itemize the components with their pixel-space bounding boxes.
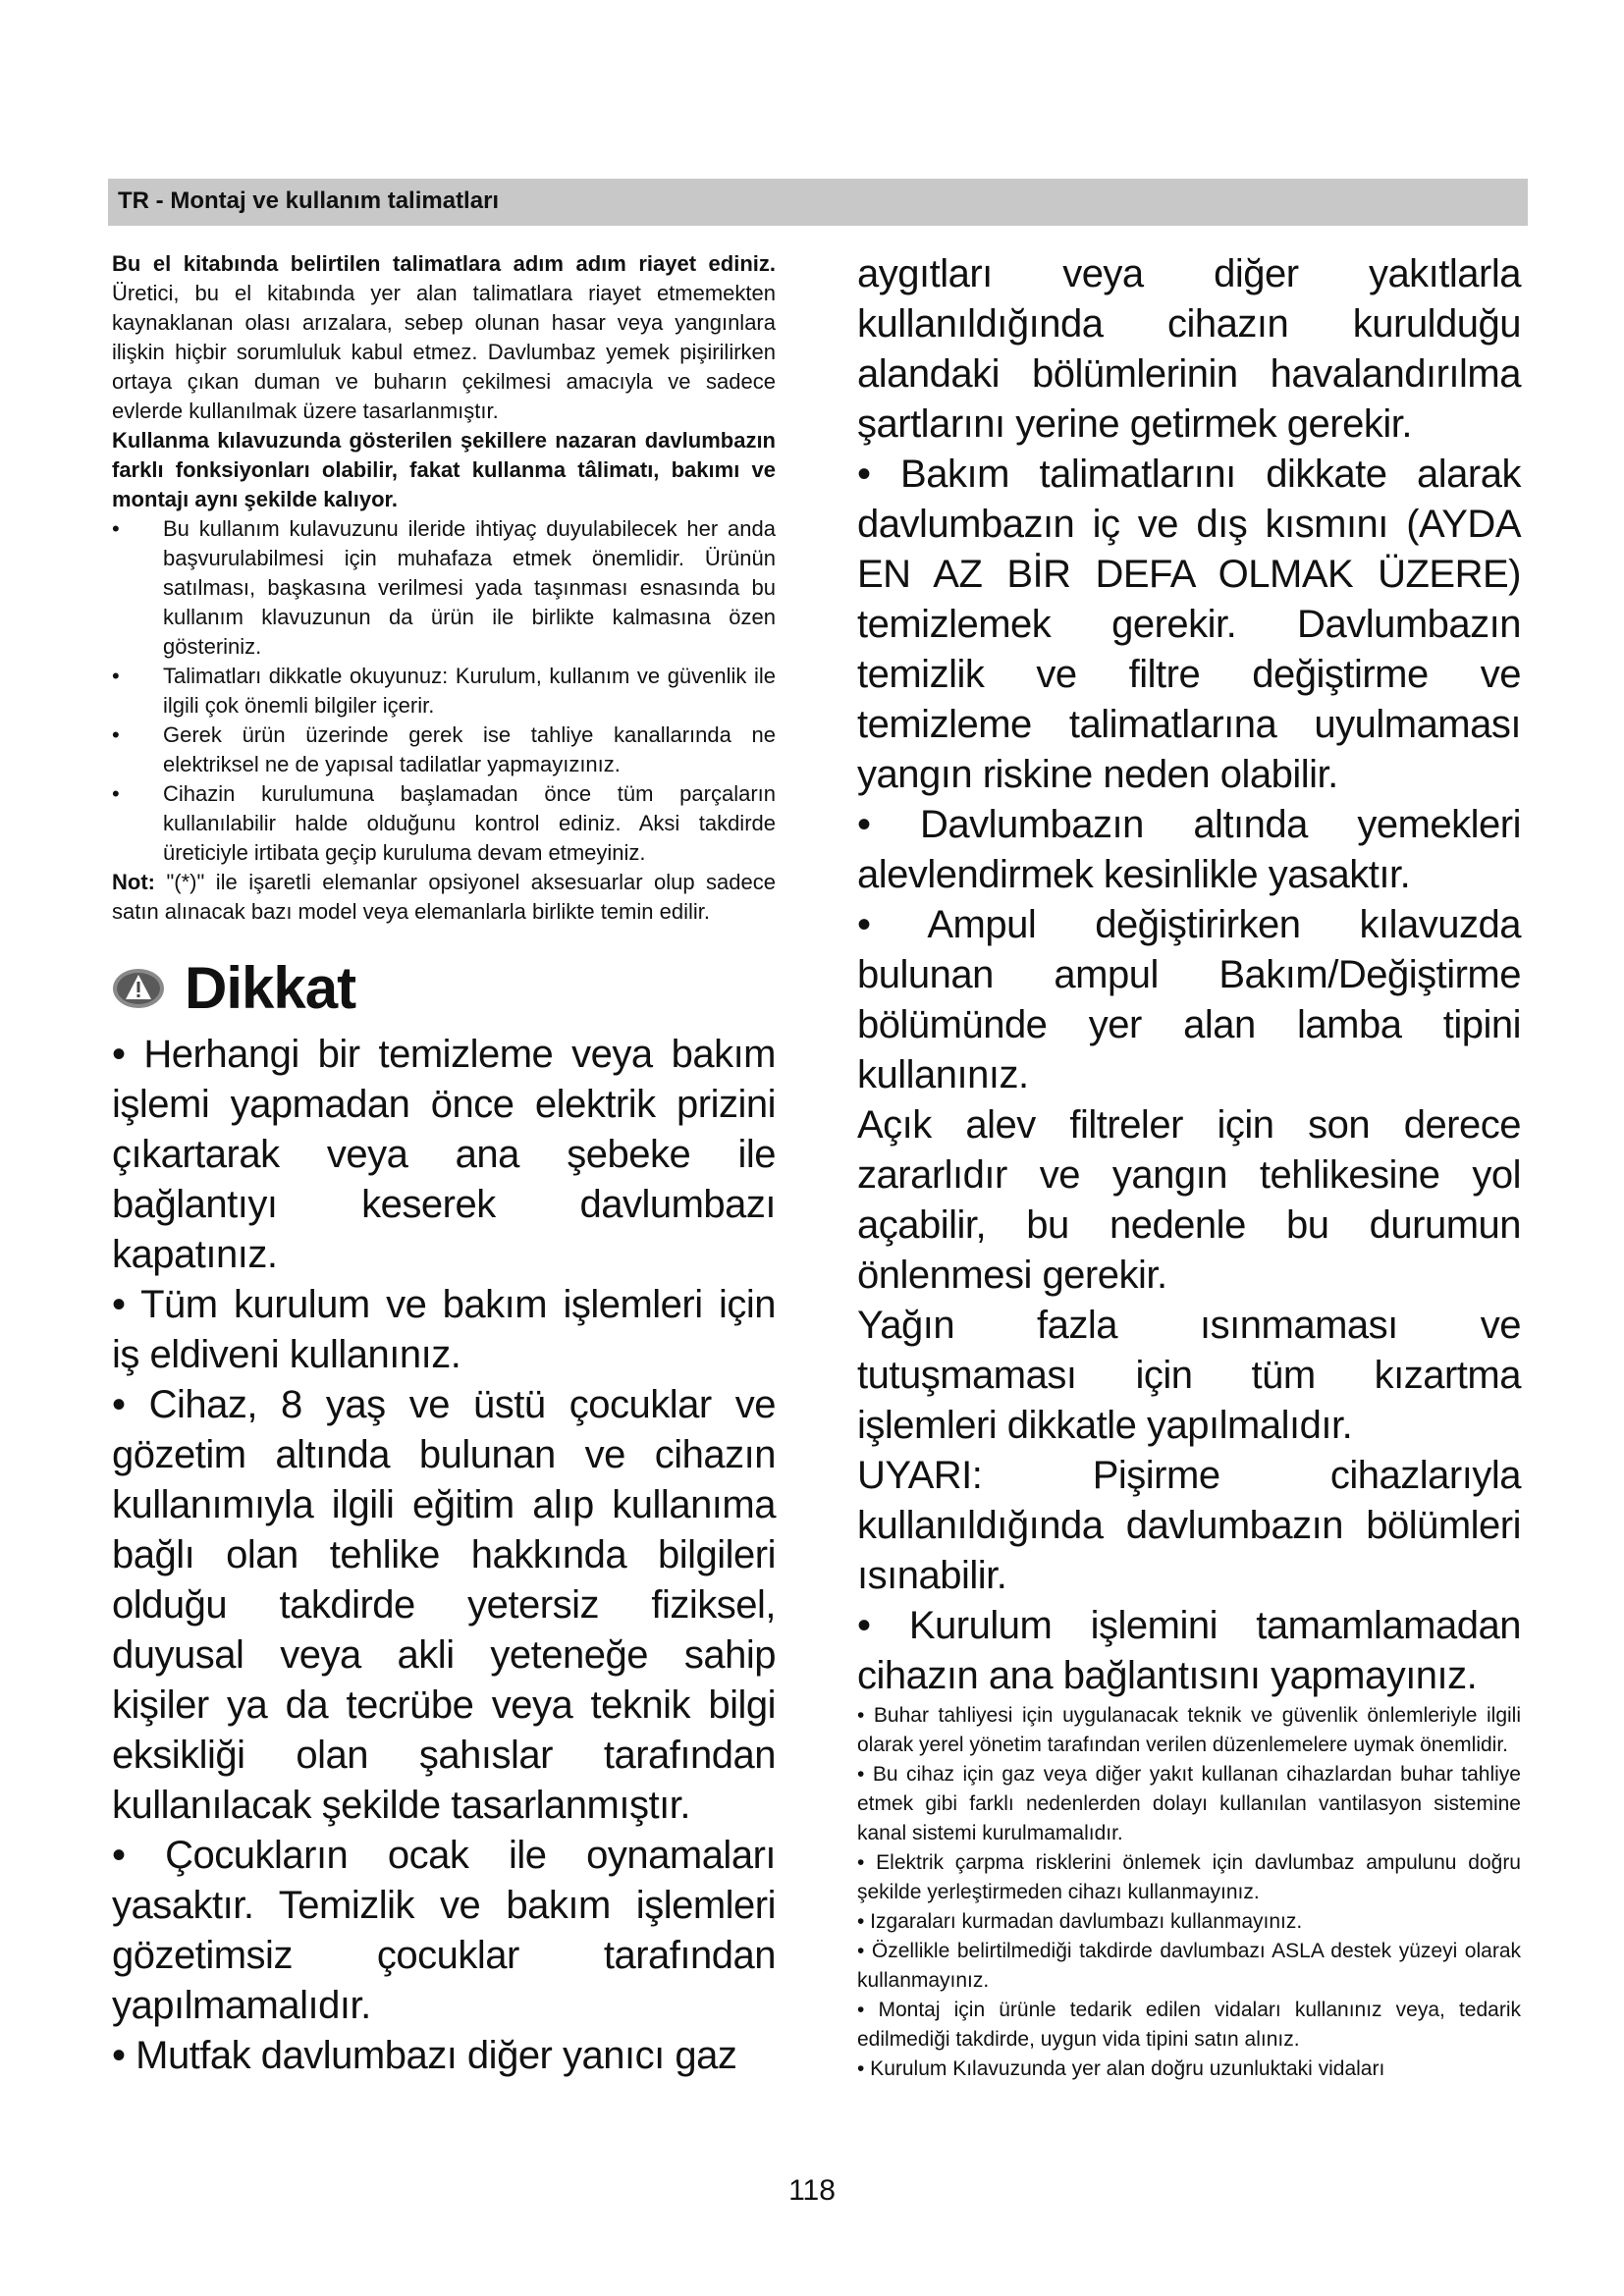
dikkat-paragraph: • Tüm kurulum ve bakım işlemleri için iş eldiveni kullanınız.	[112, 1283, 776, 1376]
small-paragraph: • Elektrik çarpma risklerini önlemek için davlumbaz ampulunu doğru şekilde yerleştirmeden cihazı kullanmayınız.	[857, 1851, 1521, 1903]
dikkat-paragraph: • Davlumbazın altında yemekleri alevlendirmek kesinlikle yasaktır.	[857, 803, 1521, 896]
dikkat-paragraph: • Herhangi bir temizleme veya bakım işlemi yapmadan önce elektrik prizini çıkartarak veya ana şebeke ile bağlantıyı keserek davlumbazı kapatınız.	[112, 1033, 776, 1276]
dikkat-paragraph: Yağın fazla ısınmaması ve tutuşmaması için tüm kızartma işlemleri dikkatle yapılmalıdır.	[857, 1304, 1521, 1447]
list-item: • Cihazin kurulumuna başlamadan önce tüm parçaların kullanılabilir halde olduğunu kontrol ediniz. Aksi takdirde üreticiyle irtibata geçip kuruluma devam etmeyiniz.	[112, 781, 776, 865]
dikkat-paragraph: UYARI: Pişirme cihazlarıyla kullanıldığında davlumbazın bölümleri ısınabilir.	[857, 1454, 1521, 1597]
warning-icon	[112, 968, 165, 1009]
small-paragraph: • Özellikle belirtilmediği takdirde davlumbazı ASLA destek yüzeyi olarak kullanmayınız.	[857, 1940, 1521, 1992]
note-paragraph	[112, 868, 776, 927]
intro-text: Üretici, bu el kitabında yer alan talimatlara riayet etmemekten kaynaklanan olası arızalara, sebep olunan hasar veya yangınlara ilişkin hiçbir sorumluluk kabul etmez. Davlumbaz yemek pişirilirken ortaya çıkan duman ve buharın çekilmesi amacıyla ve sadece evlerde kullanılmak üzere tasarlanmıştır.	[112, 281, 776, 423]
dikkat-paragraph: • Ampul değiştirirken kılavuzda bulunan ampul Bakım/Değiştirme bölümünde yer alan lamba tipini kullanınız.	[857, 903, 1521, 1096]
intro-bold-lead: Bu el kitabında belirtilen talimatlara adım adım riayet ediniz.	[112, 251, 776, 276]
list-item: • Bu kullanım kulavuzunu ileride ihtiyaç duyulabilecek her anda başvurulabilmesi için muhafaza etmek önemlidir. Ürünün satılması, başkasına verilmesi yada taşınması esnasında bu kullanım klavuzunun da ürün ile birlikte kalmasına özen gösteriniz.	[112, 516, 776, 659]
list-item: • Gerek ürün üzerinde gerek ise tahliye kanallarında ne elektriksel ne de yapısal tadilatlar yapmayızınız.	[112, 722, 776, 776]
small-paragraph: • Kurulum Kılavuzunda yer alan doğru uzunluktaki vidaları	[857, 2057, 1385, 2080]
list-item: • Talimatları dikkatle okuyunuz: Kurulum, kullanım ve güvenlik ile ilgili çok önemli bilgiler içerir.	[112, 664, 776, 718]
dikkat-paragraph: • Çocukların ocak ile oynamaları yasaktır. Temizlik ve bakım işlemleri gözetimsiz çocuklar tarafından yapılmamalıdır.	[112, 1834, 776, 2027]
intro-bold-paragraph: Kullanma kılavuzunda gösterilen şekillere nazaran davlumbazın farklı fonksiyonları olabilir, fakat kullanma tâlimatı, bakımı ve montajı aynı şekilde kalıyor.	[112, 428, 776, 511]
note-text: "(*)" ile işaretli elemanlar opsiyonel aksesuarlar olup sadece satın alınacak bazı model veya elemanlarla birlikte temin edilir.	[112, 870, 776, 924]
dikkat-paragraph: • Mutfak davlumbazı diğer yanıcı gaz	[112, 2034, 737, 2077]
page-number: 118	[788, 2174, 836, 2207]
left-column	[112, 249, 776, 2081]
dikkat-title: Dikkat	[185, 955, 356, 1021]
dikkat-paragraph: • Bakım talimatlarını dikkate alarak davlumbazın iç ve dış kısmını (AYDA EN AZ BİR DEFA OLMAK ÜZERE) temizlemek gerekir. Davlumbazın temizlik ve filtre değiştirme ve temizleme talimatlarına uyulmaması yangın riskine neden olabilir.	[857, 453, 1521, 796]
intro-paragraph	[112, 249, 776, 426]
bullet-list	[112, 514, 776, 868]
dikkat-paragraph: • Cihaz, 8 yaş ve üstü çocuklar ve gözetim altında bulunan ve cihazın kullanımıyla ilgili eğitim alıp kullanıma bağlı olan tehlike hakkında bilgileri olduğu takdirde yetersiz fiziksel, duyusal veya akli yeteneğe sahip kişiler ya da tecrübe veya teknik bilgi eksikliği olan şahıslar tarafından kullanılacak şekilde tasarlanmıştır.	[112, 1383, 776, 1827]
small-paragraph: • Montaj için ürünle tedarik edilen vidaları kullanınız veya, tedarik edilmediği takdirde, uygun vida tipini satın alınız.	[857, 1999, 1521, 2051]
small-paragraph: • Bu cihaz için gaz veya diğer yakıt kullanan cihazlardan buhar tahliye etmek gibi farklı nedenlerden dolayı kullanılan vantilasyon sistemine kanal sistemi kurulmamalıdır.	[857, 1763, 1521, 1844]
right-column	[857, 249, 1521, 2084]
small-paragraph: • Buhar tahliyesi için uygulanacak teknik ve güvenlik önlemleriyle ilgili olarak yerel yönetim tarafından verilen düzenlemelere uymak önemlidir.	[857, 1704, 1521, 1756]
dikkat-paragraph: aygıtları veya diğer yakıtlarla kullanıldığında cihazın kurulduğu alandaki bölümlerinin havalandırılma şartlarını yerine getirmek gerekir.	[857, 252, 1521, 446]
dikkat-paragraph: • Kurulum işlemini tamamlamadan cihazın ana bağlantısını yapmayınız.	[857, 1604, 1521, 1697]
section-header	[108, 179, 1528, 226]
note-label: Not:	[112, 870, 155, 894]
dikkat-heading	[112, 954, 776, 1022]
dikkat-paragraph: Açık alev filtreler için son derece zararlıdır ve yangın tehlikesine yol açabilir, bu nedenle bu durumun önlenmesi gerekir.	[857, 1103, 1521, 1297]
small-paragraph: • Izgaraları kurmadan davlumbazı kullanmayınız.	[857, 1910, 1303, 1933]
section-title: TR - Montaj ve kullanım talimatları	[118, 187, 500, 214]
